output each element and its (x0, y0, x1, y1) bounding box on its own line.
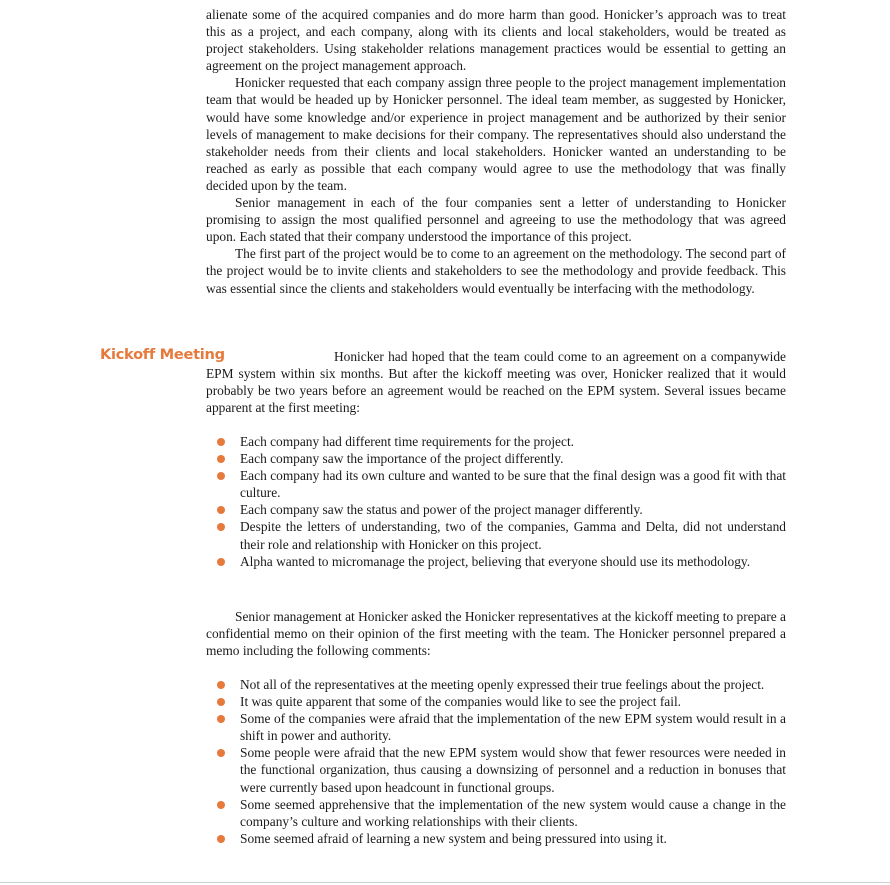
memo-section (206, 608, 786, 659)
list-item (206, 553, 786, 570)
memo-comments-list (206, 676, 786, 847)
page-bottom-divider (0, 882, 890, 883)
bullet-icon (217, 715, 225, 723)
list-item-text: Each company saw the status and power of the project manager differently. (240, 502, 643, 518)
bullet-icon (217, 472, 225, 480)
bullet-icon (217, 835, 225, 843)
kickoff-lead-paragraph: Honicker had hoped that the team could come to an agreement on a companywide EPM system within six months. But after the kickoff meeting was over, Honicker realized that it would probably be two years before an agreement would be reached on the EPM system. Several issues became apparent at the first meeting: (206, 349, 786, 416)
list-item (206, 501, 786, 518)
list-item-text: Some seemed afraid of learning a new system and being pressured into using it. (240, 830, 667, 846)
list-item-text: Some seemed apprehensive that the implementation of the new system would cause a change in the company’s culture and working relationships with their clients. (240, 796, 786, 829)
list-item (206, 450, 786, 467)
bullet-icon (217, 681, 225, 689)
kickoff-lead-section (206, 348, 786, 416)
list-item (206, 433, 786, 450)
bullet-icon (217, 801, 225, 809)
bullet-icon (217, 698, 225, 706)
list-item (206, 693, 786, 710)
list-item-text: Each company had its own culture and wanted to be sure that the final design was a good fit with that culture. (240, 468, 786, 501)
list-item (206, 710, 786, 744)
intro-paragraph-1: alienate some of the acquired companies and do more harm than good. Honicker’s approach was to treat this as a project, and each company, along with its clients and local stakeholders, would be treated as project stakeholders. Using stakeholder relations management practices would be essential to getting an agreement on the project management approach. (206, 7, 786, 74)
intro-section (206, 6, 786, 297)
list-item (206, 676, 786, 693)
intro-paragraph-3: Senior management in each of the four companies sent a letter of understanding to Honicker promising to assign the most qualified personnel and agreeing to use the methodology that was agreed upon. Each stated that their company understood the importance of this project. (206, 195, 786, 245)
bullet-icon (217, 749, 225, 757)
list-item (206, 830, 786, 847)
list-item (206, 796, 786, 830)
list-item-text: Each company had different time requirements for the project. (240, 434, 575, 449)
intro-paragraph-2: Honicker requested that each company assign three people to the project management implementation team that would be headed up by Honicker personnel. The ideal team member, as suggested by Honicker, would have some knowledge and/or experience in project management and be authorized by their senior levels of management to make decisions for their company. The representatives should also understand the stakeholder needs from their clients and local stakeholders. Honicker wanted an understanding to be reached as early as possible that each company would agree to use the methodology that was finally decided upon by the team. (206, 75, 786, 193)
list-item (206, 518, 786, 552)
bullet-icon (217, 455, 225, 463)
list-item-text: Alpha wanted to micromanage the project, believing that everyone should use its methodology. (240, 553, 751, 569)
section-heading-kickoff-meeting: Kickoff Meeting (100, 346, 225, 363)
issues-list (206, 433, 786, 570)
list-item-text: Each company saw the importance of the project differently. (240, 451, 564, 467)
list-item-text: Some of the companies were afraid that the implementation of the new EPM system would result in a shift in power and authority. (240, 711, 786, 744)
list-item (206, 744, 786, 795)
list-item-text: Not all of the representatives at the meeting openly expressed their true feelings about the project. (240, 677, 765, 692)
list-item-text: Some people were afraid that the new EPM system would show that fewer resources were needed in the functional organization, thus causing a downsizing of personnel and a reduction in bonuses that were currently based upon headcount in functional groups. (240, 745, 786, 795)
list-item-text: Despite the letters of understanding, two of the companies, Gamma and Delta, did not understand their role and relationship with Honicker on this project. (240, 519, 786, 552)
memo-paragraph: Senior management at Honicker asked the Honicker representatives at the kickoff meeting to prepare a confidential memo on their opinion of the first meeting with the team. The Honicker personnel prepared a memo including the following comments: (206, 609, 786, 659)
list-item (206, 467, 786, 501)
bullet-icon (217, 558, 225, 566)
bullet-icon (217, 506, 225, 514)
intro-paragraph-4: The first part of the project would be to come to an agreement on the methodology. The second part of the project would be to invite clients and stakeholders to see the methodology and provide feedback. This was essential since the clients and stakeholders would eventually be interfacing with the methodology. (206, 246, 786, 296)
bullet-icon (217, 438, 225, 446)
bullet-icon (217, 523, 225, 531)
list-item-text: It was quite apparent that some of the companies would like to see the project fail. (240, 694, 682, 710)
